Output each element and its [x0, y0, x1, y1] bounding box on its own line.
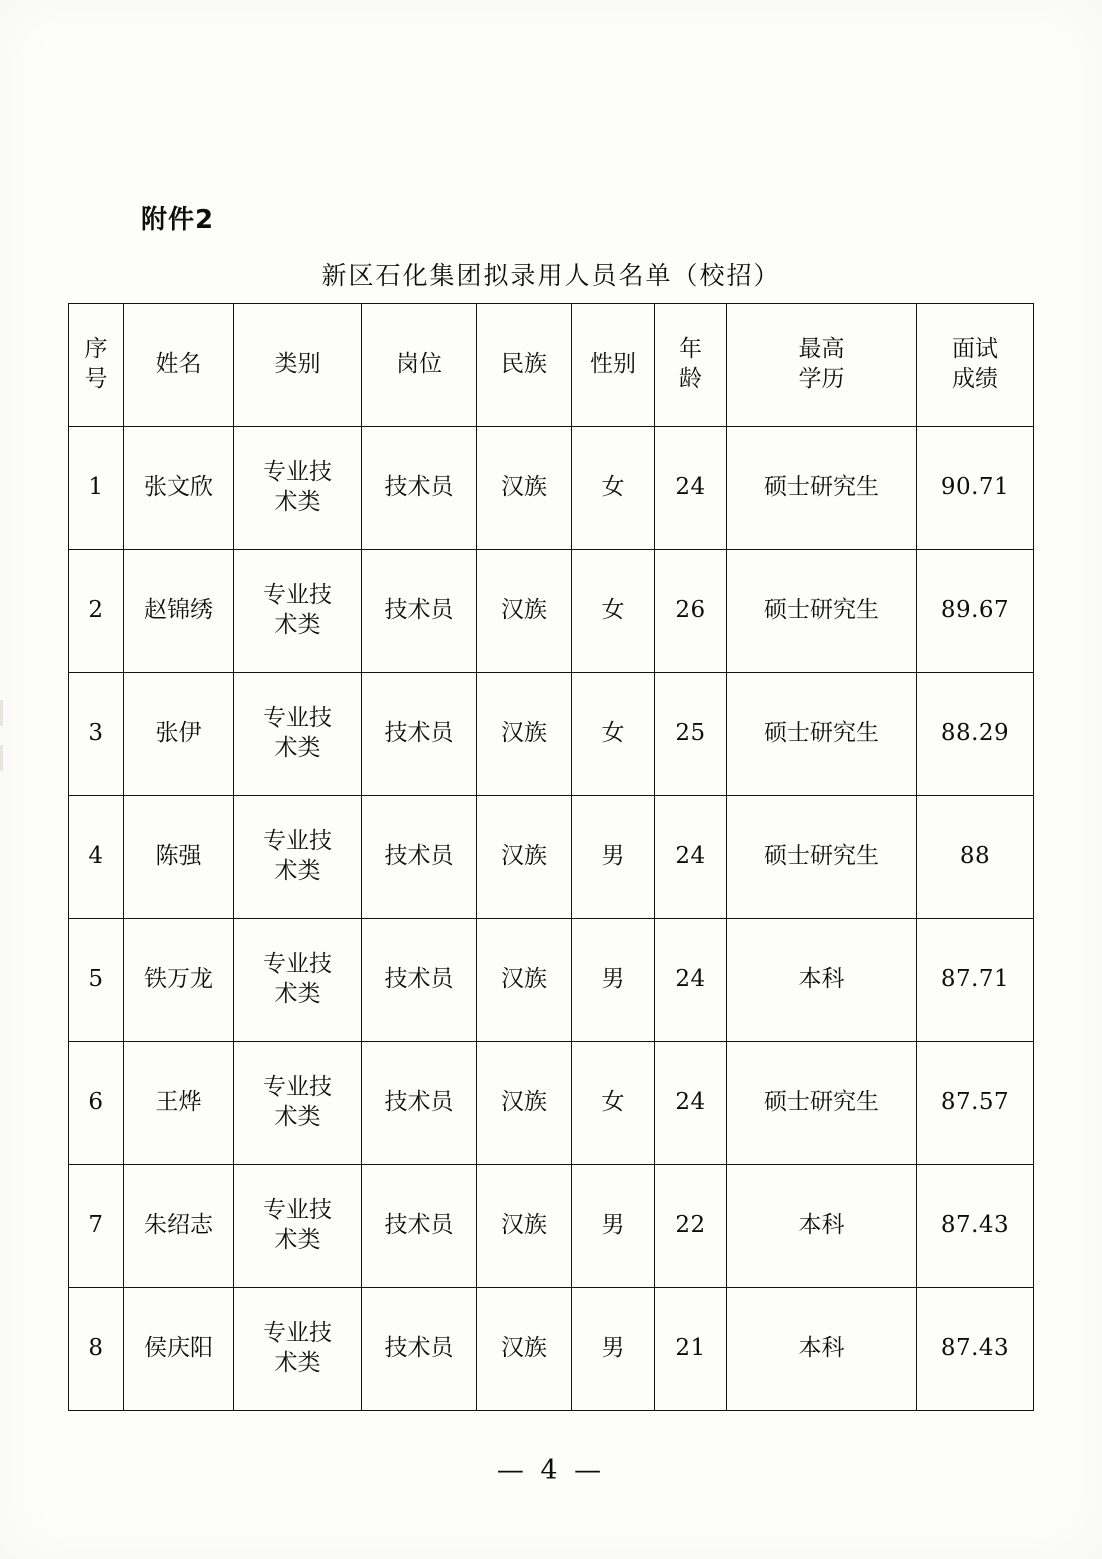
page-number: — 4 — [496, 1455, 606, 1486]
cell-education: 硕士研究生 [727, 673, 917, 796]
cell-score: 90.71 [917, 427, 1034, 550]
cell-category-line1: 专业技 [263, 828, 332, 855]
cell-name: 侯庆阳 [124, 1288, 234, 1411]
column-header-index-line1: 序 [84, 336, 108, 363]
column-header-position: 岗位 [362, 304, 477, 427]
column-header-score-line2: 成绩 [952, 366, 998, 392]
table-row [69, 673, 1034, 796]
cell-age: 24 [655, 1042, 727, 1165]
cell-category-line1: 专业技 [263, 705, 332, 732]
column-header-name: 姓名 [124, 304, 234, 427]
cell-gender: 女 [572, 427, 655, 550]
cell-age: 22 [655, 1165, 727, 1288]
column-header-score-line1: 面试 [952, 336, 998, 363]
cell-ethnicity: 汉族 [477, 1042, 572, 1165]
cell-age: 21 [655, 1288, 727, 1411]
cell-score: 87.43 [917, 1288, 1034, 1411]
table-header-row [69, 304, 1034, 427]
table-row [69, 1288, 1034, 1411]
cell-name: 王烨 [124, 1042, 234, 1165]
cell-ethnicity: 汉族 [477, 796, 572, 919]
cell-age: 24 [655, 427, 727, 550]
cell-score: 88.29 [917, 673, 1034, 796]
cell-category [234, 796, 362, 919]
cell-category [234, 1042, 362, 1165]
cell-education: 硕士研究生 [727, 796, 917, 919]
cell-name: 朱绍志 [124, 1165, 234, 1288]
cell-age: 26 [655, 550, 727, 673]
cell-ethnicity: 汉族 [477, 673, 572, 796]
column-header-index [69, 304, 124, 427]
cell-name: 铁万龙 [124, 919, 234, 1042]
cell-category-line2: 术类 [274, 1350, 321, 1376]
cell-name: 张文欣 [124, 427, 234, 550]
attachment-label: 附件2 [141, 205, 215, 235]
column-header-education [727, 304, 917, 427]
cell-position: 技术员 [362, 673, 477, 796]
cell-gender: 女 [572, 1042, 655, 1165]
cell-name: 赵锦绣 [124, 550, 234, 673]
cell-category-line2: 术类 [274, 489, 321, 515]
cell-age: 24 [655, 919, 727, 1042]
cell-position: 技术员 [362, 919, 477, 1042]
cell-category [234, 1288, 362, 1411]
cell-category-line1: 专业技 [263, 1320, 332, 1347]
table-row [69, 796, 1034, 919]
cell-category [234, 673, 362, 796]
column-header-gender: 性别 [572, 304, 655, 427]
table-row [69, 1165, 1034, 1288]
cell-score: 87.71 [917, 919, 1034, 1042]
cell-category [234, 1165, 362, 1288]
cell-category-line2: 术类 [274, 981, 321, 1007]
cell-position: 技术员 [362, 796, 477, 919]
table-row [69, 427, 1034, 550]
cell-category-line1: 专业技 [263, 1197, 332, 1224]
column-header-index-line2: 号 [84, 366, 108, 392]
cell-index: 2 [69, 550, 124, 673]
column-header-age-line1: 年 [679, 336, 702, 363]
cell-index: 6 [69, 1042, 124, 1165]
column-header-category: 类别 [234, 304, 362, 427]
cell-index: 1 [69, 427, 124, 550]
cell-age: 25 [655, 673, 727, 796]
cell-name: 陈强 [124, 796, 234, 919]
cell-position: 技术员 [362, 1042, 477, 1165]
cell-gender: 男 [572, 796, 655, 919]
cell-index: 8 [69, 1288, 124, 1411]
cell-category-line1: 专业技 [263, 459, 332, 486]
cell-education: 本科 [727, 1165, 917, 1288]
cell-position: 技术员 [362, 1165, 477, 1288]
page-title: 新区石化集团拟录用人员名单（校招） [321, 261, 781, 290]
column-header-ethnicity: 民族 [477, 304, 572, 427]
cell-gender: 男 [572, 1165, 655, 1288]
cell-score: 87.43 [917, 1165, 1034, 1288]
table-row [69, 919, 1034, 1042]
cell-gender: 男 [572, 1288, 655, 1411]
cell-education: 本科 [727, 919, 917, 1042]
cell-age: 24 [655, 796, 727, 919]
cell-category-line1: 专业技 [263, 582, 332, 609]
scan-edge-mark [0, 745, 3, 771]
table-row [69, 550, 1034, 673]
cell-education: 硕士研究生 [727, 550, 917, 673]
cell-position: 技术员 [362, 1288, 477, 1411]
cell-category [234, 550, 362, 673]
cell-position: 技术员 [362, 427, 477, 550]
cell-education: 本科 [727, 1288, 917, 1411]
cell-category-line1: 专业技 [263, 951, 332, 978]
cell-category-line1: 专业技 [263, 1074, 332, 1101]
cell-gender: 男 [572, 919, 655, 1042]
column-header-education-line2: 学历 [798, 366, 845, 392]
cell-category-line2: 术类 [274, 1227, 321, 1253]
cell-index: 5 [69, 919, 124, 1042]
cell-position: 技术员 [362, 550, 477, 673]
cell-name: 张伊 [124, 673, 234, 796]
cell-ethnicity: 汉族 [477, 1165, 572, 1288]
cell-ethnicity: 汉族 [477, 427, 572, 550]
column-header-age-line2: 龄 [679, 366, 702, 392]
cell-education: 硕士研究生 [727, 1042, 917, 1165]
scan-edge-mark [0, 700, 3, 726]
column-header-age [655, 304, 727, 427]
cell-index: 4 [69, 796, 124, 919]
table-row [69, 1042, 1034, 1165]
cell-category [234, 919, 362, 1042]
cell-category-line2: 术类 [274, 1104, 321, 1130]
cell-score: 88 [917, 796, 1034, 919]
cell-category-line2: 术类 [274, 858, 321, 884]
cell-category [234, 427, 362, 550]
cell-score: 87.57 [917, 1042, 1034, 1165]
cell-gender: 女 [572, 550, 655, 673]
cell-category-line2: 术类 [274, 612, 321, 638]
cell-ethnicity: 汉族 [477, 550, 572, 673]
cell-gender: 女 [572, 673, 655, 796]
recruitment-table [68, 303, 1034, 1411]
cell-category-line2: 术类 [274, 735, 321, 761]
cell-education: 硕士研究生 [727, 427, 917, 550]
column-header-score [917, 304, 1034, 427]
cell-score: 89.67 [917, 550, 1034, 673]
cell-index: 7 [69, 1165, 124, 1288]
cell-ethnicity: 汉族 [477, 1288, 572, 1411]
cell-ethnicity: 汉族 [477, 919, 572, 1042]
cell-index: 3 [69, 673, 124, 796]
column-header-education-line1: 最高 [798, 336, 845, 363]
